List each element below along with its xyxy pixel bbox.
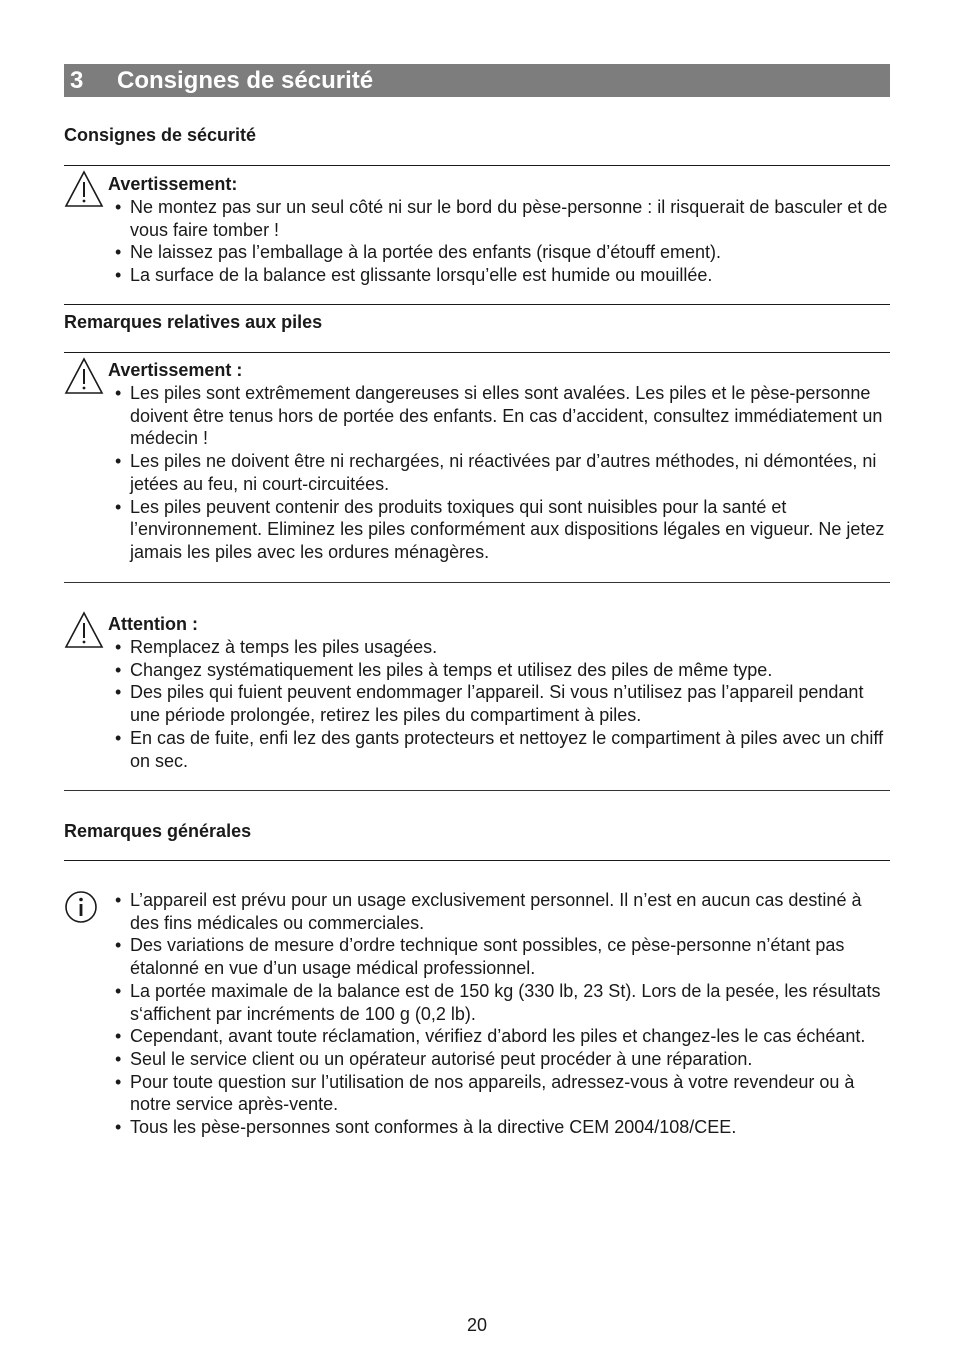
warning-triangle-icon: [64, 611, 104, 649]
list-item: • En cas de fuite, enfi lez des gants protecteurs et nettoyez le compartiment à piles avec un chiff on sec.: [115, 727, 890, 772]
divider: [64, 790, 890, 791]
divider: [64, 582, 890, 583]
list-item: • La portée maximale de la balance est de 150 kg (330 lb, 23 St). Lors de la pesée, les résultats s‘affichent par incréments de 100 g (0,2 lb).: [115, 980, 890, 1025]
chapter-number: 3: [70, 67, 84, 94]
batteries-warning-list: [115, 382, 890, 564]
safety-warning-list: [115, 196, 890, 287]
section-heading-general: Remarques générales: [64, 821, 252, 841]
list-item: • La surface de la balance est glissante lorsqu’elle est humide ou mouillée.: [115, 264, 890, 287]
info-icon: [64, 890, 98, 924]
list-item: • Tous les pèse-personnes sont conformes à la directive CEM 2004/108/CEE.: [115, 1116, 890, 1139]
divider: [64, 165, 890, 166]
chapter-title: Consignes de sécurité: [117, 67, 374, 94]
list-item: • Des piles qui fuient peuvent endommager l’appareil. Si vous n’utilisez pas l’appareil pendant une période prolongée, retirez les piles du compartiment à piles.: [115, 681, 890, 726]
list-item: • Les piles peuvent contenir des produits toxiques qui sont nuisibles pour la santé et l’environnement. Eliminez les piles conformément aux dispositions légales en vigueur. Ne jetez jamais les piles avec les ordures ménagères.: [115, 496, 890, 564]
list-item: • Ne laissez pas l’emballage à la portée des enfants (risque d’étouff ement).: [115, 241, 890, 264]
list-item: • Pour toute question sur l’utilisation de nos appareils, adressez-vous à votre revendeur ou à notre service après-vente.: [115, 1071, 890, 1116]
section-heading-batteries: Remarques relatives aux piles: [64, 312, 323, 332]
divider: [64, 860, 890, 861]
list-item: • Les piles ne doivent être ni rechargées, ni réactivées par d’autres méthodes, ni démontées, ni jetées au feu, ni court-circuitées.: [115, 450, 890, 495]
section-heading-safety: Consignes de sécurité: [64, 125, 257, 145]
page-number: 20: [466, 1315, 488, 1335]
general-notes-list: [115, 889, 890, 1139]
divider: [64, 304, 890, 305]
list-item: • Seul le service client ou un opérateur autorisé peut procéder à une réparation.: [115, 1048, 890, 1071]
list-item: • Des variations de mesure d’ordre technique sont possibles, ce pèse-personne n’étant pas étalonné en vue d’un usage médical professionnel.: [115, 934, 890, 979]
batteries-attention-list: [115, 636, 890, 772]
warning-triangle-icon: [64, 357, 104, 395]
divider: [64, 352, 890, 353]
list-item: • Changez systématiquement les piles à temps et utilisez des piles de même type.: [115, 659, 890, 682]
warning-label: Avertissement:: [108, 174, 238, 194]
list-item: • Les piles sont extrêmement dangereuses si elles sont avalées. Les piles et le pèse-personne doivent être tenus hors de portée des enfants. En cas d’accident, consultez immédiatement un médecin !: [115, 382, 890, 450]
list-item: • Remplacez à temps les piles usagées.: [115, 636, 890, 659]
chapter-header: [64, 64, 890, 97]
warning-triangle-icon: [64, 170, 104, 208]
list-item: • Cependant, avant toute réclamation, vérifiez d’abord les piles et changez-les le cas échéant.: [115, 1025, 890, 1048]
list-item: • L’appareil est prévu pour un usage exclusivement personnel. Il n’est en aucun cas destiné à des fins médicales ou commerciales.: [115, 889, 890, 934]
list-item: • Ne montez pas sur un seul côté ni sur le bord du pèse-personne : il risquerait de basculer et de vous faire tomber !: [115, 196, 890, 241]
warning-label: Avertissement :: [108, 360, 243, 380]
attention-label: Attention :: [108, 614, 198, 634]
